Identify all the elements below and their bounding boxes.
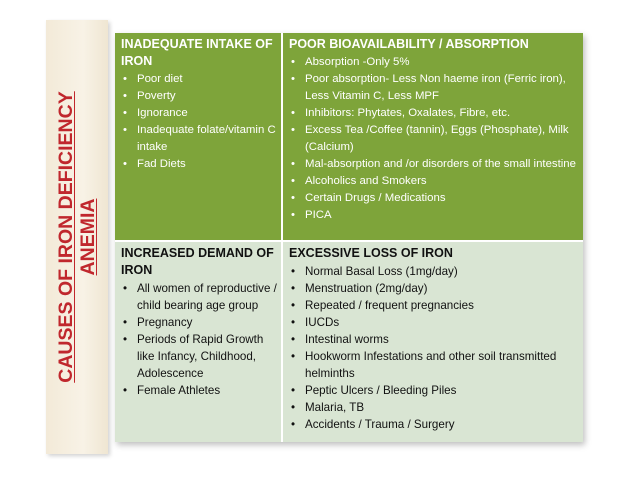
list-item: • Periods of Rapid Growth like Infancy, Childhood, Adolescence [121,331,277,382]
list-item: • Inhibitors: Phytates, Oxalates, Fibre, etc. [289,105,579,122]
list-item: • Hookworm Infestations and other soil transmitted helminths [289,348,579,382]
list-item: • Repeated / frequent pregnancies [289,297,579,314]
cell-list [289,263,579,433]
list-item: • IUCDs [289,314,579,331]
list-item: • Malaria, TB [289,399,579,416]
list-item: • Alcoholics and Smokers [289,173,579,190]
list-item: • Poverty [121,88,277,105]
list-item: • Female Athletes [121,382,277,399]
causes-table [115,33,583,442]
cell-increased-demand [115,242,281,442]
cell-list [121,280,277,399]
list-item: • Pregnancy [121,314,277,331]
cell-inadequate-intake [115,33,281,240]
list-item: • Mal-absorption and /or disorders of the small intestine [289,156,579,173]
list-item: • Menstruation (2mg/day) [289,280,579,297]
list-item: • PICA [289,207,579,224]
slide-title [55,22,99,452]
list-item: • Absorption -Only 5% [289,54,579,71]
cell-list [121,71,277,173]
cell-poor-bioavailability [283,33,583,240]
list-item: • Peptic Ulcers / Bleeding Piles [289,382,579,399]
list-item: • Poor absorption- Less Non haeme iron (Ferric iron), Less Vitamin C, Less MPF [289,71,579,105]
list-item: • Excess Tea /Coffee (tannin), Eggs (Phosphate), Milk (Calcium) [289,122,579,156]
cell-list [289,54,579,224]
slide-title-line-2: ANEMIA [77,198,99,276]
list-item: • Accidents / Trauma / Surgery [289,416,579,433]
list-item: • Normal Basal Loss (1mg/day) [289,263,579,280]
list-item: • Ignorance [121,105,277,122]
list-item: • Inadequate folate/vitamin C intake [121,122,277,156]
list-item: • Intestinal worms [289,331,579,348]
cell-heading: INADEQUATE INTAKE OF IRON [121,37,273,68]
cell-heading: EXCESSIVE LOSS OF IRON [289,246,453,260]
list-item: • Certain Drugs / Medications [289,190,579,207]
list-item: • Poor diet [121,71,277,88]
cell-heading: INCREASED DEMAND OF IRON [121,246,274,277]
list-item: • All women of reproductive / child bearing age group [121,280,277,314]
cell-heading: POOR BIOAVAILABILITY / ABSORPTION [289,37,529,51]
cell-excessive-loss [283,242,583,442]
list-item: • Fad Diets [121,156,277,173]
slide-title-line-1: CAUSES OF IRON DEFICIENCY [55,91,77,383]
